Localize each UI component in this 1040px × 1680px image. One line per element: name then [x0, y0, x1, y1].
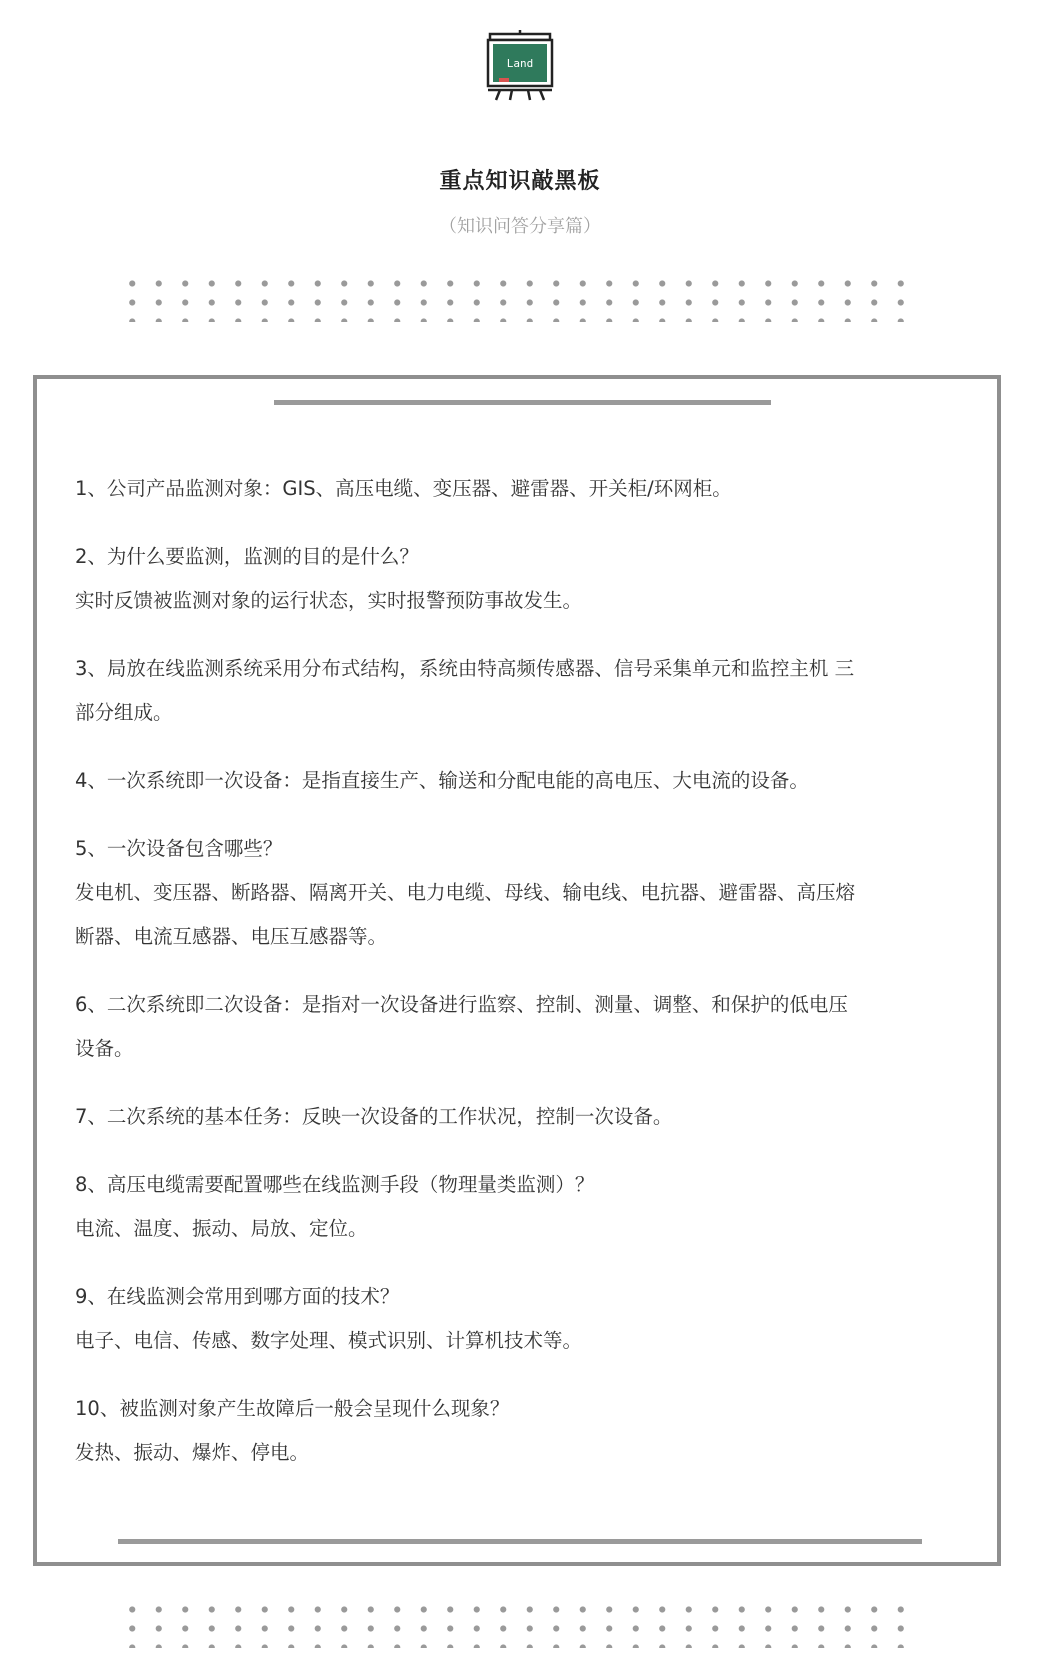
qa-item — [75, 1275, 963, 1363]
qa-question: 7、二次系统的基本任务：反映一次设备的工作状况，控制一次设备。 — [75, 1105, 673, 1128]
qa-question: 5、一次设备包含哪些？ — [75, 837, 283, 860]
qa-item — [75, 1163, 963, 1251]
qa-answer: 电流、温度、振动、局放、定位。 — [75, 1217, 368, 1240]
qa-item — [75, 827, 963, 959]
qa-answer: 发电机、变压器、断路器、隔离开关、电力电缆、母线、输电线、电抗器、避雷器、高压熔 — [75, 881, 856, 904]
qa-question: 3、局放在线监测系统采用分布式结构，系统由特高频传感器、信号采集单元和监控主机 三 — [75, 657, 855, 680]
qa-question: 8、高压电缆需要配置哪些在线监测手段（物理量类监测）？ — [75, 1173, 595, 1196]
blackboard-label: Land — [506, 57, 534, 70]
qa-answer: 发热、振动、爆炸、停电。 — [75, 1441, 310, 1464]
page-subtitle: （知识问答分享篇） — [439, 216, 601, 237]
qa-question: 2、为什么要监测，监测的目的是什么？ — [75, 545, 419, 568]
qa-item — [75, 467, 963, 511]
qa-question: 4、一次系统即一次设备：是指直接生产、输送和分配电能的高电压、大电流的设备。 — [75, 769, 809, 792]
qa-answer: 部分组成。 — [75, 701, 173, 724]
qa-item — [75, 647, 963, 735]
qa-question: 1、公司产品监测对象：GIS、高压电缆、变压器、避雷器、开关柜/环网柜。 — [75, 477, 732, 500]
card-top-bar — [274, 400, 771, 405]
blackboard-icon — [484, 30, 556, 102]
qa-answer: 断器、电流互感器、电压互感器等。 — [75, 925, 388, 948]
qa-answer: 电子、电信、传感、数字处理、模式识别、计算机技术等。 — [75, 1329, 583, 1352]
page-title: 重点知识敲黑板 — [439, 169, 601, 194]
qa-answer: 设备。 — [75, 1037, 134, 1060]
qa-list — [75, 467, 963, 1499]
qa-item — [75, 535, 963, 623]
qa-card — [33, 375, 1001, 1566]
qa-item — [75, 1387, 963, 1475]
dot-divider-bottom — [119, 1600, 921, 1648]
dot-divider-top — [119, 274, 921, 322]
qa-question: 10、被监测对象产生故障后一般会呈现什么现象？ — [75, 1397, 510, 1420]
qa-item — [75, 759, 963, 803]
qa-item — [75, 983, 963, 1071]
qa-question: 6、二次系统即二次设备：是指对一次设备进行监察、控制、测量、调整、和保护的低电压 — [75, 993, 848, 1016]
qa-question: 9、在线监测会常用到哪方面的技术？ — [75, 1285, 400, 1308]
card-bottom-bar — [118, 1539, 922, 1544]
qa-answer: 实时反馈被监测对象的运行状态，实时报警预防事故发生。 — [75, 589, 583, 612]
qa-item — [75, 1095, 963, 1139]
